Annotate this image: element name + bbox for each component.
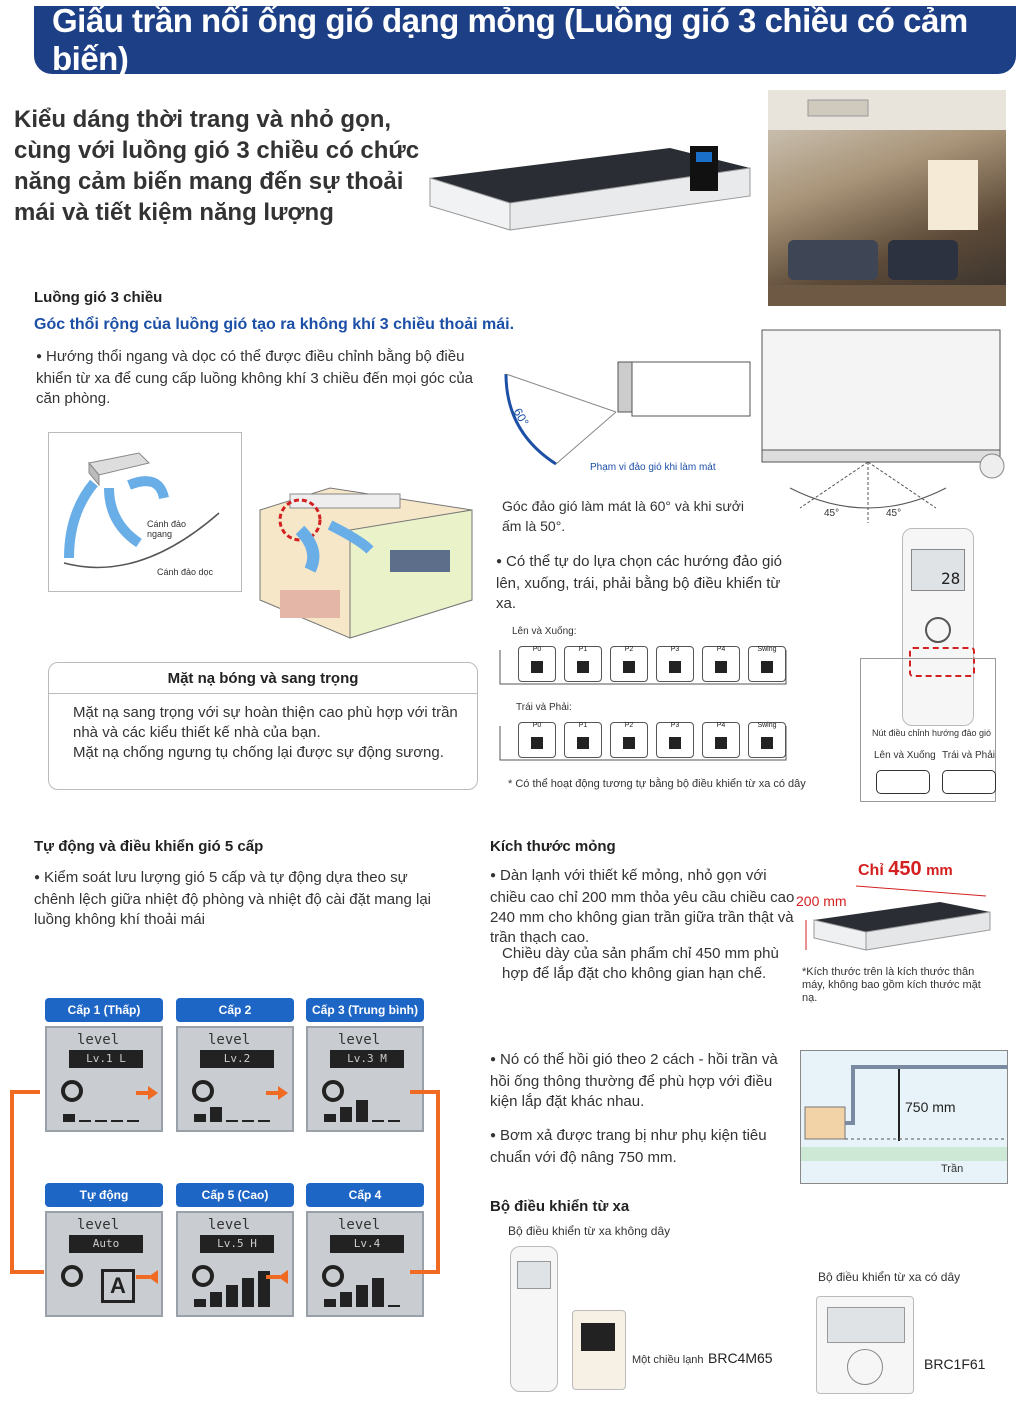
loop-line-left [10, 1090, 14, 1272]
remote-temp: 28 [941, 569, 961, 588]
updown-position-0 [518, 646, 556, 682]
position-label: P3 [670, 646, 680, 653]
lcd-mode-text: Lv.2 [200, 1050, 274, 1068]
level-title-5: Cấp 4 [306, 1183, 424, 1207]
size-bullet-text: Dàn lạnh với thiết kế mỏng, nhỏ gọn với chiều cao chỉ 200 mm thỏa yêu cầu chiều cao 240 mm cho không gian trần giữa trần thật và trần thạch cao. [490, 867, 795, 946]
vane-icon [531, 737, 543, 749]
updown-button[interactable] [876, 770, 930, 794]
level-lcd-3 [45, 1211, 163, 1317]
room-illustration [240, 480, 478, 640]
position-label: P2 [624, 722, 634, 729]
updown-position-2 [610, 646, 648, 682]
position-label: Swing [757, 646, 777, 653]
size-note: *Kích thước trên là kích thước thân máy, không bao gồm kích thước mặt nạ. [802, 966, 981, 1004]
position-label: P3 [670, 722, 680, 729]
position-label: P0 [532, 722, 542, 729]
loop-line-right [436, 1090, 440, 1272]
model-brc1f61: BRC1F61 [924, 1356, 986, 1372]
fan-level-bar [372, 1120, 384, 1122]
leftright-position-5 [748, 722, 786, 758]
swing-angle-diagram [486, 352, 756, 472]
wireless-label: Bộ điều khiển từ xa không dây [508, 1224, 671, 1238]
loop-line-left-top [10, 1090, 40, 1094]
position-label: P4 [716, 722, 726, 729]
auto-icon: A [101, 1269, 135, 1303]
fan-icon [322, 1265, 344, 1287]
fan-level-bar [258, 1120, 270, 1122]
level-lcd-4 [176, 1211, 294, 1317]
label-horizontal-vane: Cánh đảo ngang [147, 519, 187, 539]
updown-position-5 [748, 646, 786, 682]
fan-level-bar [210, 1107, 222, 1122]
ceiling-label: Trần [941, 1163, 964, 1175]
fan-level-bar [372, 1278, 384, 1307]
position-label: Swing [757, 722, 777, 729]
return-bullet1-text: Nó có thể hồi gió theo 2 cách - hồi trần và hồi ống thông thường để phù hợp với điều kiện lắp đặt khác nhau. [490, 1051, 778, 1110]
fan-level-bar [95, 1120, 107, 1122]
swing-note: Góc đảo gió làm mát là 60° và khi sưởi ấm là 50°. [502, 498, 745, 534]
vane-icon [761, 661, 773, 673]
position-label: P1 [578, 646, 588, 653]
vane-icon [623, 661, 635, 673]
fan-level-bar [356, 1285, 368, 1307]
fan-level-bar [388, 1120, 400, 1122]
fan-icon [61, 1265, 83, 1287]
lcd-level-text: level [338, 1217, 381, 1233]
wireless-remote-image [510, 1246, 558, 1392]
hero-text: Kiểu dáng thời trang và nhỏ gọn, cùng với luồng gió 3 chiều có chức năng cảm biến mang đến sự thoải mái và tiết kiệm năng lượng [14, 106, 420, 226]
remote-caption: Nút điều chỉnh hướng đảo gió [872, 728, 992, 738]
fan-level-bar [210, 1292, 222, 1307]
return-bullet2-text: Bơm xả được trang bị như phụ kiện tiêu chuẩn với độ nâng 750 mm. [490, 1127, 767, 1166]
size-heading: Kích thước mỏng [490, 838, 616, 855]
angle-right-45: 45° [886, 508, 902, 519]
leftright-label: Trái và Phải: [516, 702, 572, 713]
drain-750-label: 750 mm [905, 1099, 956, 1115]
lcd-level-text: level [77, 1217, 120, 1233]
lcd-mode-text: Auto [69, 1235, 143, 1253]
panel-box [48, 662, 478, 790]
level-title-3: Tự động [45, 1183, 163, 1207]
fan-level-bar [356, 1100, 368, 1122]
fan-level-bar [194, 1299, 206, 1307]
orange-arrow-line [136, 1275, 150, 1279]
hero-product-image [420, 118, 760, 238]
vane-icon [577, 661, 589, 673]
cooling-only-label: Một chiều lạnh [632, 1354, 704, 1366]
vane-icon [577, 737, 589, 749]
lcd-mode-text: Lv.5 H [200, 1235, 274, 1253]
position-label: P4 [716, 646, 726, 653]
level-lcd-2 [306, 1026, 424, 1132]
fan-level-bar [111, 1120, 123, 1122]
leftright-position-1 [564, 722, 602, 758]
position-label: P2 [624, 646, 634, 653]
leftright-position-4 [702, 722, 740, 758]
position-label: P1 [578, 722, 588, 729]
fan-level-bar [127, 1120, 139, 1122]
position-label: P0 [532, 646, 542, 653]
level-lcd-1 [176, 1026, 294, 1132]
swing-angle-caption: Phạm vi đảo gió khi làm mát [590, 462, 716, 473]
footnote: * Có thể hoạt động tương tự bằng bộ điều khiển từ xa có dây [508, 778, 806, 790]
fan-icon [192, 1265, 214, 1287]
remote-heading: Bộ điều khiển từ xa [490, 1198, 630, 1215]
airflow-bullet-text: Hướng thổi ngang và dọc có thể được điều chỉnh bằng bộ điều khiển từ xa để cung cấp luồng không khí 3 chiều đến mọi góc của căn phòng. [36, 348, 473, 407]
updown-label: Lên và Xuống: [512, 626, 577, 637]
panel-title: Mặt nạ bóng và sang trọng [49, 663, 477, 694]
size-line2: Chiều dày của sản phẩm chỉ 450 mm phù hợp để lắp đặt cho không gian hạn chế. [502, 945, 779, 982]
loop-line-right-top [410, 1090, 440, 1094]
airflow-subheading: Góc thổi rộng của luồng gió tạo ra không khí 3 chiều thoải mái. [34, 316, 515, 333]
panel-line2: Mặt nạ chống ngưng tụ chống lại được sự động sương. [73, 744, 444, 761]
loop-line-left-bottom [10, 1270, 44, 1274]
fan-level-bar [242, 1278, 254, 1307]
leftright-position-3 [656, 722, 694, 758]
fan-bullet [34, 868, 444, 930]
level-title-4: Cấp 5 (Cao) [176, 1183, 294, 1207]
drain-diagram [800, 1050, 1008, 1184]
lcd-level-text: level [77, 1032, 120, 1048]
fan-bullet-text: Kiểm soát lưu lượng gió 5 cấp và tự động dựa theo sự chênh lệch giữa nhiệt độ phòng và nhiệt độ cài đặt mang lại luồng không khí thoải mái [34, 869, 431, 928]
fan-icon [322, 1080, 344, 1102]
page-title: Giấu trần nối ống gió dạng mỏng (Luồng gió 3 chiều có cảm biến) [52, 2, 968, 77]
swing-angle-60: 60° [510, 405, 532, 429]
size-bullet [490, 866, 800, 948]
vane-icon [669, 737, 681, 749]
fan-level-bar [79, 1120, 91, 1122]
size-chi: Chỉ [858, 862, 884, 879]
leftright-button[interactable] [942, 770, 996, 794]
fan-level-bar [340, 1107, 352, 1122]
fan-heading: Tự động và điều khiển gió 5 cấp [34, 838, 264, 855]
return-bullet1 [490, 1050, 796, 1112]
size-200-label: 200 mm [796, 893, 847, 909]
wired-controller-cooling-image [572, 1310, 626, 1390]
loop-line-right-bottom [410, 1270, 440, 1274]
vane-icon [761, 737, 773, 749]
slim-unit-image [800, 880, 996, 960]
size-mm: mm [926, 862, 953, 879]
vane-icon [715, 661, 727, 673]
level-title-1: Cấp 2 [176, 998, 294, 1022]
page-title-banner [34, 2, 1016, 77]
level-title-2: Cấp 3 (Trung bình) [306, 998, 424, 1022]
remote-updown-label: Lên và Xuống [874, 750, 936, 761]
orange-arrow-line [266, 1091, 280, 1095]
living-room-photo [768, 90, 1006, 306]
orange-arrow-line [136, 1091, 150, 1095]
level-lcd-0 [45, 1026, 163, 1132]
lcd-level-text: level [338, 1032, 381, 1048]
fan-level-bar [226, 1120, 238, 1122]
airflow-bullet [36, 347, 476, 409]
orange-arrow-line [266, 1275, 280, 1279]
wired-label: Bộ điều khiển từ xa có dây [818, 1270, 961, 1284]
airflow-heading: Luồng gió 3 chiều [34, 289, 163, 306]
leftright-position-2 [610, 722, 648, 758]
fan-level-bar [388, 1305, 400, 1307]
fan-level-bar [226, 1285, 238, 1307]
remote-leftright-label: Trái và Phải [942, 750, 995, 761]
leftright-position-0 [518, 722, 556, 758]
lcd-level-text: level [208, 1032, 251, 1048]
lcd-mode-text: Lv.4 [330, 1235, 404, 1253]
model-brc4m65: BRC4M65 [708, 1350, 773, 1366]
fan-level-bar [324, 1114, 336, 1122]
fan-icon [61, 1080, 83, 1102]
front-view-diagram [760, 328, 1018, 528]
fan-level-bar [340, 1292, 352, 1307]
airflow-diagram [48, 432, 242, 592]
vane-icon [669, 661, 681, 673]
lcd-mode-text: Lv.1 L [69, 1050, 143, 1068]
return-bullet2 [490, 1126, 796, 1168]
vane-icon [623, 737, 635, 749]
angle-left-45: 45° [824, 508, 840, 519]
updown-position-3 [656, 646, 694, 682]
level-title-0: Cấp 1 (Thấp) [45, 998, 163, 1022]
level-lcd-5 [306, 1211, 424, 1317]
updown-position-4 [702, 646, 740, 682]
lcd-level-text: level [208, 1217, 251, 1233]
vane-icon [715, 737, 727, 749]
fan-level-bar [242, 1120, 254, 1122]
fan-icon [192, 1080, 214, 1102]
wired-controller-image [816, 1296, 914, 1394]
updown-position-1 [564, 646, 602, 682]
size-450: 450 [888, 858, 922, 880]
panel-line1: Mặt nạ sang trọng với sự hoàn thiện cao phù hợp với trần nhà và các kiểu thiết kế nhà của bạn. [73, 704, 458, 741]
fan-level-bar [194, 1114, 206, 1122]
direction-bullet-text: Có thể tự do lựa chọn các hướng đảo gió lên, xuống, trái, phải bằng bộ điều khiển từ xa. [496, 553, 783, 612]
fan-level-bar [63, 1114, 75, 1122]
vane-icon [531, 661, 543, 673]
label-vertical-vane: Cánh đảo dọc [157, 567, 214, 577]
lcd-mode-text: Lv.3 M [330, 1050, 404, 1068]
direction-bullet [496, 552, 796, 614]
fan-level-bar [324, 1299, 336, 1307]
size-450-label [858, 858, 953, 881]
